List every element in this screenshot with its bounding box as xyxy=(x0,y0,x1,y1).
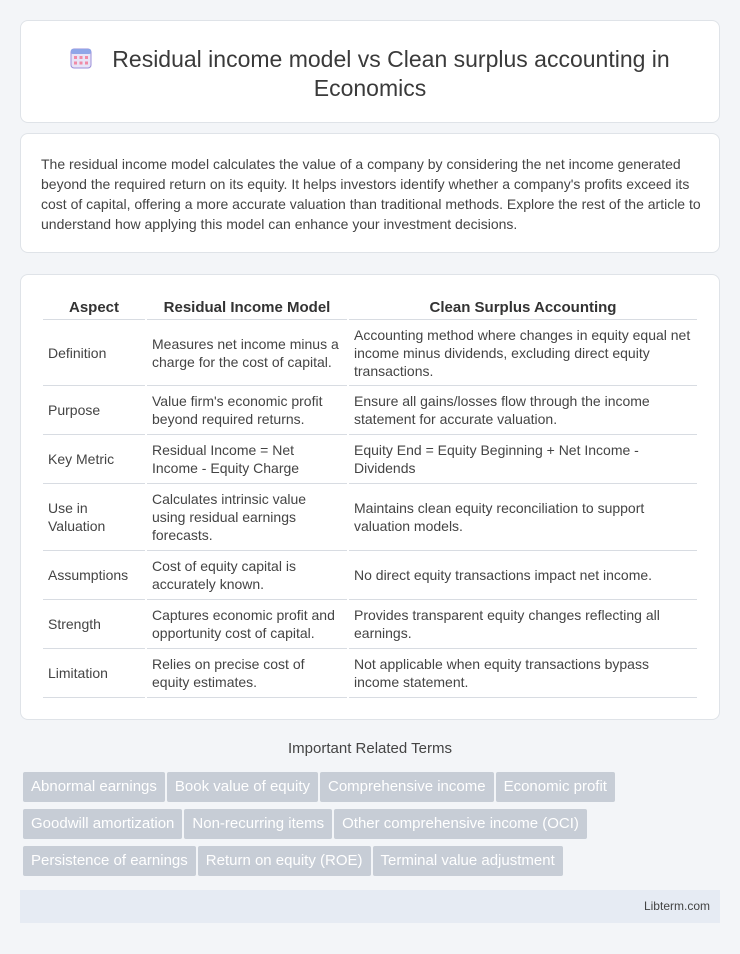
row-residual-income: Captures economic profit and opportunity cost of capital. xyxy=(147,600,347,649)
term-tag[interactable]: Goodwill amortization xyxy=(23,809,182,839)
term-tag[interactable]: Terminal value adjustment xyxy=(373,846,563,876)
table-row xyxy=(43,551,697,600)
row-clean-surplus: Provides transparent equity changes reflecting all earnings. xyxy=(349,600,697,649)
table-row xyxy=(43,386,697,435)
term-tag[interactable]: Non-recurring items xyxy=(184,809,332,839)
comparison-table xyxy=(41,295,699,698)
term-tag[interactable]: Comprehensive income xyxy=(320,772,494,802)
row-aspect: Key Metric xyxy=(43,435,145,484)
row-clean-surplus: Ensure all gains/losses flow through the income statement for accurate valuation. xyxy=(349,386,697,435)
row-residual-income: Value firm's economic profit beyond required returns. xyxy=(147,386,347,435)
row-aspect: Limitation xyxy=(43,649,145,698)
row-residual-income: Relies on precise cost of equity estimates. xyxy=(147,649,347,698)
title-card xyxy=(20,20,720,123)
row-residual-income: Cost of equity capital is accurately known. xyxy=(147,551,347,600)
term-tag[interactable]: Economic profit xyxy=(496,772,615,802)
calendar-grid-icon xyxy=(70,47,92,69)
row-clean-surplus: Maintains clean equity reconciliation to support valuation models. xyxy=(349,484,697,551)
row-aspect: Strength xyxy=(43,600,145,649)
term-tag[interactable]: Persistence of earnings xyxy=(23,846,196,876)
page-title-wrap xyxy=(21,45,719,103)
footer-bar xyxy=(20,890,720,923)
row-residual-income: Calculates intrinsic value using residual earnings forecasts. xyxy=(147,484,347,551)
table-row xyxy=(43,649,697,698)
table-row xyxy=(43,484,697,551)
row-clean-surplus: Not applicable when equity transactions bypass income statement. xyxy=(349,649,697,698)
table-header-row xyxy=(43,295,697,320)
intro-paragraph: The residual income model calculates the value of a company by considering the net income generated beyond the required return on its equity. It helps investors identify whether a company's profits exceed its cost of capital, offering a more accurate valuation than traditional methods. Explore the rest of the article to understand how applying this model can enhance your investment decisions. xyxy=(41,156,701,232)
related-terms-list xyxy=(23,772,683,883)
related-terms-heading: Important Related Terms xyxy=(288,740,452,757)
row-residual-income: Measures net income minus a charge for the cost of capital. xyxy=(147,320,347,386)
row-aspect: Assumptions xyxy=(43,551,145,600)
row-aspect: Definition xyxy=(43,320,145,386)
term-tag[interactable]: Book value of equity xyxy=(167,772,318,802)
table-row xyxy=(43,435,697,484)
intro-card xyxy=(20,133,720,253)
row-residual-income: Residual Income = Net Income - Equity Charge xyxy=(147,435,347,484)
row-clean-surplus: No direct equity transactions impact net income. xyxy=(349,551,697,600)
term-tag[interactable]: Other comprehensive income (OCI) xyxy=(334,809,587,839)
header-aspect: Aspect xyxy=(43,295,145,320)
table-row xyxy=(43,600,697,649)
header-clean-surplus-accounting: Clean Surplus Accounting xyxy=(349,295,697,320)
term-tag[interactable]: Return on equity (ROE) xyxy=(198,846,371,876)
row-aspect: Purpose xyxy=(43,386,145,435)
comparison-table-card xyxy=(20,274,720,720)
row-aspect: Use in Valuation xyxy=(43,484,145,551)
row-clean-surplus: Accounting method where changes in equity equal net income minus dividends, excluding direct equity transactions. xyxy=(349,320,697,386)
footer-site-link[interactable]: Libterm.com xyxy=(643,899,710,913)
term-tag[interactable]: Abnormal earnings xyxy=(23,772,165,802)
header-residual-income-model: Residual Income Model xyxy=(147,295,347,320)
row-clean-surplus: Equity End = Equity Beginning + Net Income - Dividends xyxy=(349,435,697,484)
page-title: Residual income model vs Clean surplus accounting in Economics xyxy=(112,46,670,101)
table-row xyxy=(43,320,697,386)
